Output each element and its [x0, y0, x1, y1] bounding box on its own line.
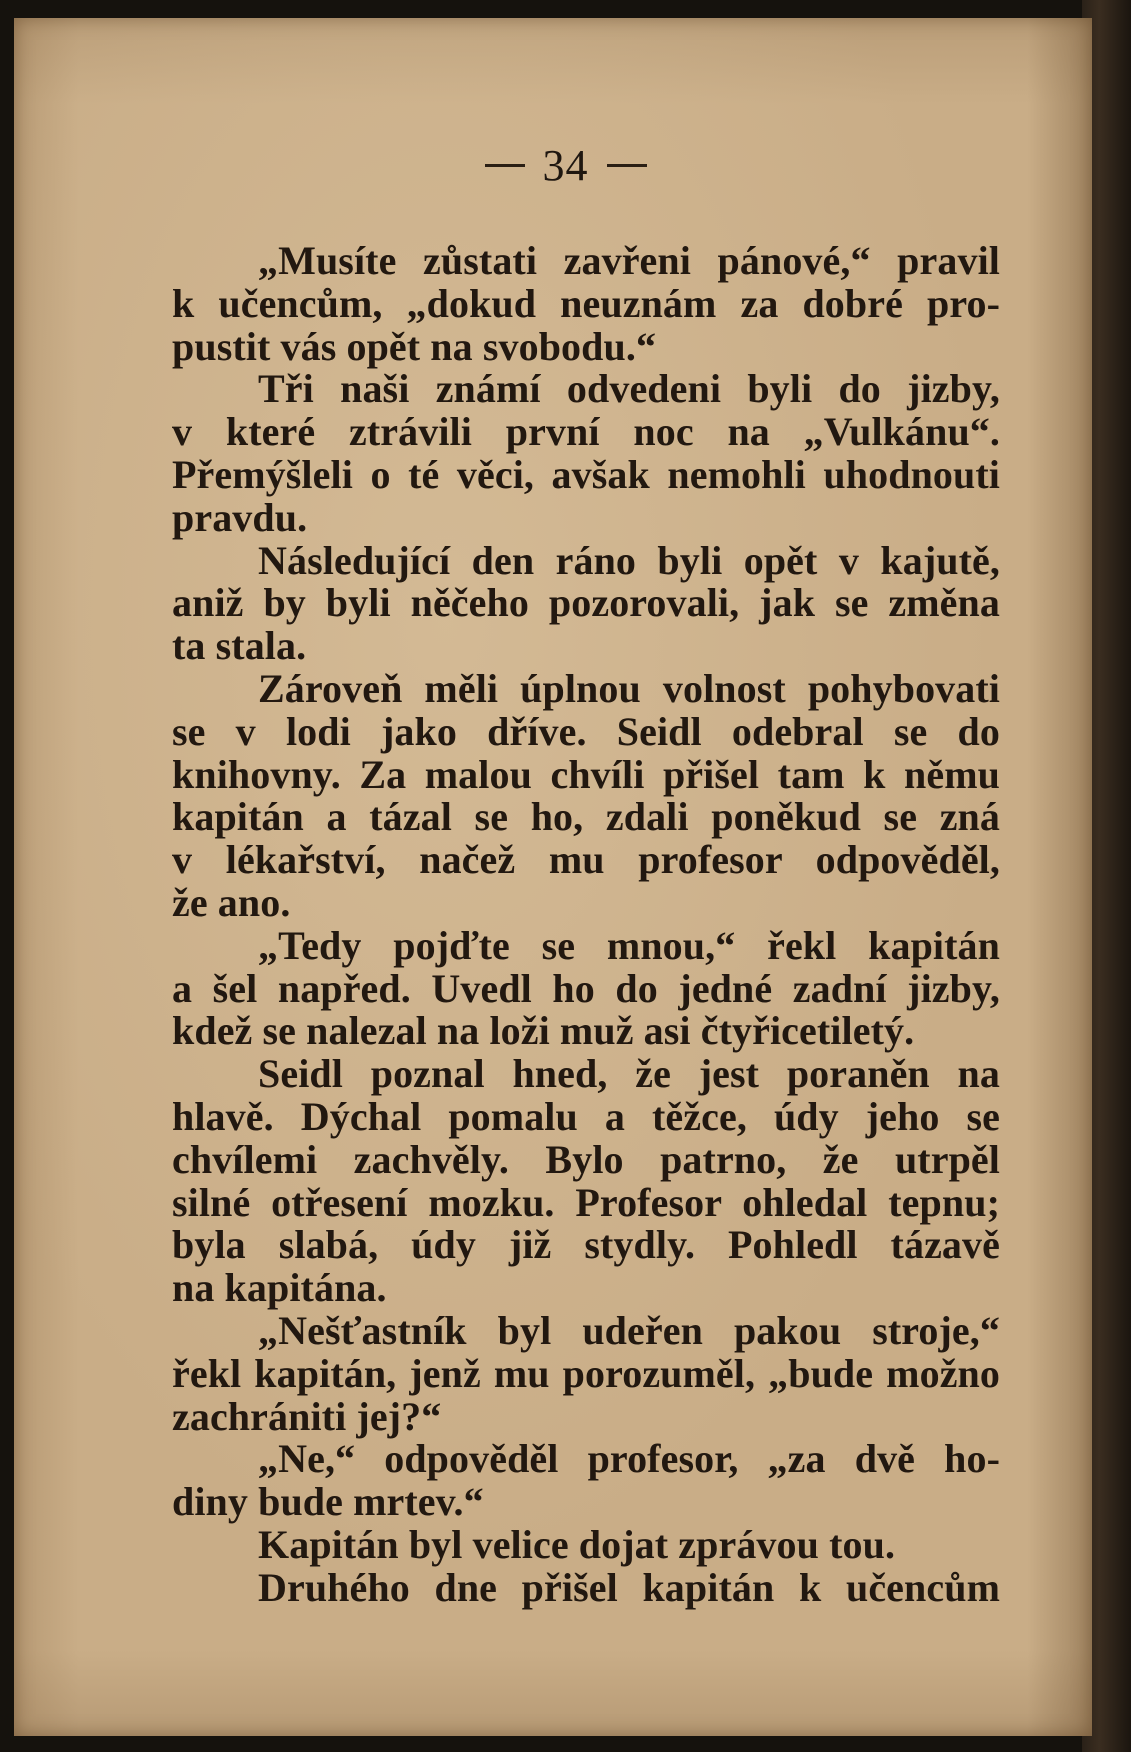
text-line: k učencům, „dokud neuznám za dobré pro-: [172, 280, 1000, 326]
text-line: Druhého dne přišel kapitán k učencům: [258, 1564, 1000, 1610]
header-dash-left: [485, 164, 525, 167]
text-line: pustit vás opět na svobodu.“: [172, 323, 657, 369]
page-number: 34: [542, 141, 589, 190]
text-line: se v lodi jako dříve. Seidl odebral se do: [172, 708, 1000, 754]
text-line: řekl kapitán, jenž mu porozuměl, „bude možno: [172, 1350, 1000, 1396]
text-line: „Tedy pojďte se mnou,“ řekl kapitán: [258, 922, 1000, 968]
text-line: Následující den ráno byli opět v kajutě,: [258, 537, 1000, 583]
text-line: Tři naši známí odvedeni byli do jizby,: [258, 366, 1000, 412]
text-line: chvílemi zachvěly. Bylo patrno, že utrpěl: [172, 1136, 1000, 1182]
text-line: Přemýšleli o té věci, avšak nemohli uhodnouti: [172, 451, 1000, 497]
text-line: v lékařství, načež mu profesor odpověděl,: [172, 837, 1000, 883]
text-line: hlavě. Dýchal pomalu a těžce, údy jeho se: [172, 1093, 1000, 1139]
text-line: že ano.: [172, 879, 291, 925]
text-line: silné otřesení mozku. Profesor ohledal tepnu;: [172, 1179, 1000, 1225]
page-header: [0, 140, 1131, 191]
text-line: v které ztrávili první noc na „Vulkánu“.: [172, 409, 1000, 455]
text-line: ta stala.: [172, 623, 307, 669]
text-line: aniž by byli něčeho pozorovali, jak se změna: [172, 580, 1000, 626]
page-body-text: [172, 240, 1000, 1610]
text-line: Seidl poznal hned, že jest poraněn na: [258, 1051, 1000, 1097]
text-line: „Ne,“ odpověděl profesor, „za dvě ho-: [258, 1436, 1000, 1482]
text-line: na kapitána.: [172, 1265, 387, 1311]
text-line: byla slabá, údy již stydly. Pohledl tázavě: [172, 1222, 1000, 1268]
text-line: kapitán a tázal se ho, zdali poněkud se zná: [172, 794, 1000, 840]
text-line: Kapitán byl velice dojat zprávou tou.: [258, 1521, 896, 1567]
text-line: pravdu.: [172, 494, 308, 540]
text-line: knihovny. Za malou chvíli přišel tam k němu: [172, 751, 1000, 797]
text-line: Zároveň měli úplnou volnost pohybovati: [258, 665, 1000, 711]
text-line: diny bude mrtev.“: [172, 1479, 484, 1525]
header-dash-right: [607, 164, 647, 167]
text-line: „Nešťastník byl udeřen pakou stroje,“: [258, 1307, 1000, 1353]
text-line: kdež se nalezal na loži muž asi čtyřicetiletý.: [172, 1008, 915, 1054]
text-line: a šel napřed. Uvedl ho do jedné zadní jizby,: [172, 965, 1000, 1011]
text-line: „Musíte zůstati zavřeni pánové,“ pravil: [258, 238, 1000, 283]
text-line: zachrániti jej?“: [172, 1393, 442, 1439]
